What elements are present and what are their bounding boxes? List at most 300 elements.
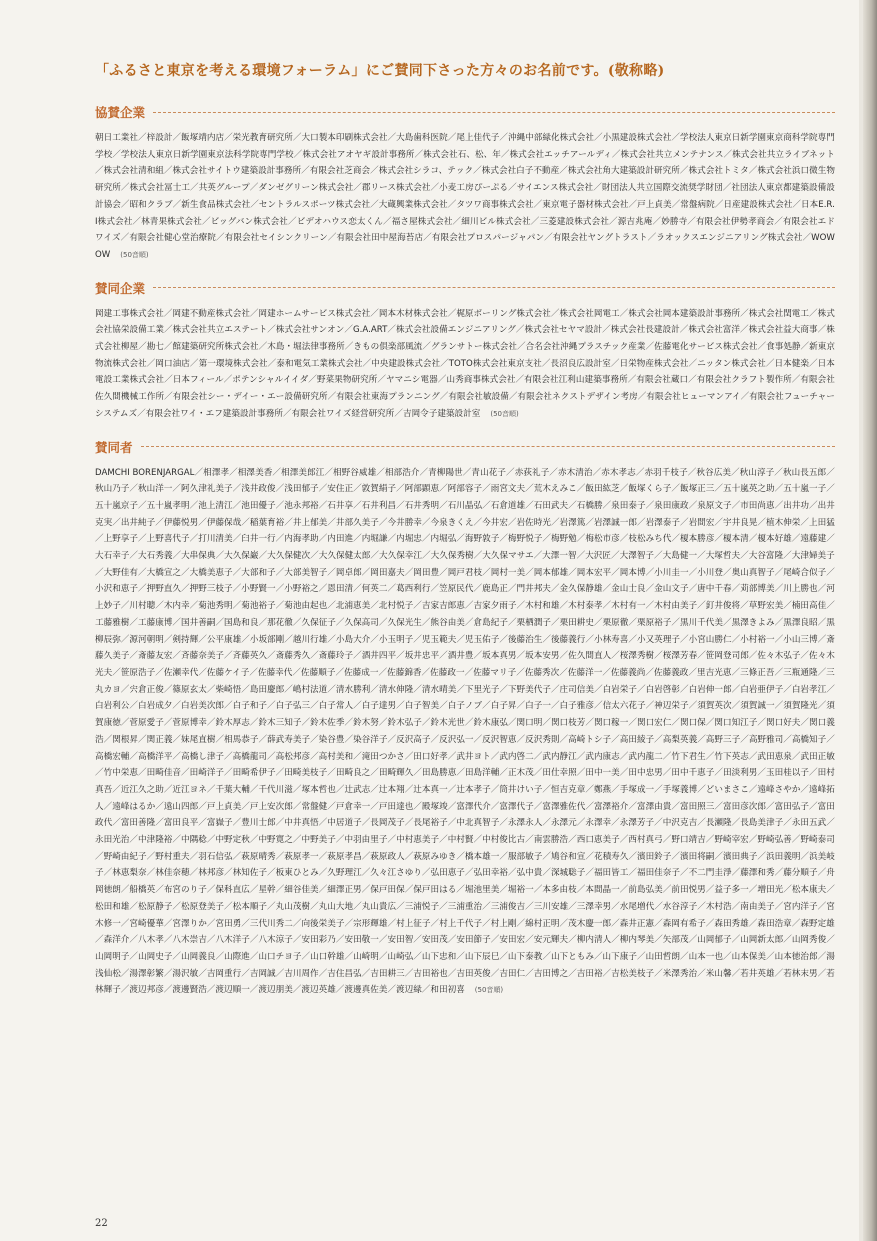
- name-entry: 白子ノブ: [447, 701, 483, 712]
- separator: ／: [826, 534, 835, 545]
- separator: ／: [95, 935, 104, 946]
- name-entry: 株式会社白子不動産: [481, 166, 560, 177]
- separator: ／: [714, 484, 723, 495]
- separator: ／: [163, 985, 173, 996]
- separator: ／: [757, 768, 767, 779]
- separator: ／: [318, 968, 328, 979]
- name-entry: 伊藤悦男: [163, 517, 199, 528]
- separator: ／: [688, 667, 698, 678]
- name-entry: 小村裕一: [740, 634, 775, 645]
- page-title: 「ふるさと東京を考える環境フォーラム」にご賛同下さった方々のお名前です。(敬称略): [95, 63, 665, 79]
- name-entry: 岡卓郎: [335, 567, 362, 578]
- name-entry: 木村浩: [705, 901, 732, 912]
- separator: ／: [791, 375, 801, 386]
- separator: ／: [791, 918, 801, 929]
- separator: ／: [430, 918, 440, 929]
- name-entry: 株式会社トミタ: [688, 166, 749, 177]
- separator: ／: [748, 885, 758, 896]
- name-entry: 熊谷由美: [430, 617, 465, 628]
- name-entry: 永澤元: [550, 818, 577, 829]
- separator: ／: [120, 718, 130, 729]
- separator: ／: [697, 784, 706, 795]
- separator: ／: [310, 551, 319, 562]
- separator: ／: [387, 918, 397, 929]
- name-entry: 遠峰拓人: [95, 784, 835, 812]
- name-entry: 宮田勇: [215, 918, 242, 929]
- name-entry: 岩間宏: [688, 517, 715, 528]
- name-entry: 前島弘美: [628, 885, 663, 896]
- separator: ／: [774, 701, 784, 712]
- name-entry: 後藤義行: [550, 634, 586, 645]
- name-entry: 日本健楽: [774, 358, 810, 369]
- name-entry: 株式会社長建設計: [610, 325, 680, 336]
- separator: ／: [671, 617, 680, 628]
- separator: ／: [817, 667, 827, 678]
- name-entry: 竹下君生: [671, 751, 706, 762]
- separator: ／: [447, 199, 457, 210]
- separator: ／: [722, 951, 732, 962]
- separator: ／: [542, 634, 551, 645]
- separator: ／: [272, 467, 282, 478]
- name-entry: セントラルスポーツ株式会社: [258, 199, 371, 210]
- name-entry: 吉岡重行: [206, 968, 242, 979]
- name-entry: 斎藤秀久: [275, 651, 311, 662]
- name-entry: 上田猛: [809, 517, 835, 528]
- separator: ／: [353, 751, 362, 762]
- separator: ／: [722, 567, 732, 578]
- separator: ／: [396, 484, 405, 495]
- name-entry: 岩澤泰子: [645, 517, 680, 528]
- separator: ／: [387, 325, 396, 336]
- separator: ／: [611, 901, 620, 912]
- separator: ／: [456, 768, 465, 779]
- separator: ／: [378, 935, 388, 946]
- name-entry: 藤分順子: [783, 868, 818, 879]
- separator: ／: [378, 617, 388, 628]
- name-entry: 山岡秀俊: [791, 935, 827, 946]
- name-entry: 大久保秀樹: [430, 551, 474, 562]
- name-entry: 梅松市彦: [585, 534, 620, 545]
- name-entry: 若林輝子: [95, 968, 835, 996]
- separator: ／: [387, 985, 396, 996]
- name-entry: 押野直久: [146, 584, 182, 595]
- name-entry: 昭和クラブ: [129, 199, 173, 210]
- separator: ／: [499, 951, 508, 962]
- separator: ／: [464, 718, 474, 729]
- name-entry: グランサトー株式会社: [430, 342, 518, 353]
- separator: ／: [267, 651, 276, 662]
- separator: ／: [679, 517, 689, 528]
- name-entry: DAMCHI BORENJARGAL: [95, 467, 195, 478]
- name-entry: 株式会社清和組: [103, 166, 164, 177]
- separator: ／: [731, 701, 741, 712]
- separator: ／: [533, 885, 543, 896]
- name-entry: 山下辰巳: [464, 951, 500, 962]
- separator: ／: [353, 500, 362, 511]
- separator: ／: [206, 684, 216, 695]
- name-entry: 竹中栄恵: [103, 768, 139, 779]
- name-entry: 田村真吾: [95, 768, 835, 795]
- name-entry: 常盤病院: [680, 199, 715, 210]
- name-entry: 浜美岐子: [95, 851, 835, 879]
- separator: ／: [189, 500, 199, 511]
- name-entry: 尾上佳代子: [456, 133, 500, 143]
- name-entry: どいまさこ: [705, 784, 749, 795]
- separator: ／: [249, 183, 259, 194]
- name-entry: 大橋宣之: [146, 567, 182, 578]
- name-entry: 福田佳奈子: [636, 868, 680, 879]
- separator: ／: [679, 684, 689, 695]
- name-entry: 山岡史子: [138, 951, 173, 962]
- name-entry: 渡辺英雄: [301, 985, 336, 996]
- name-entry: 酒井四平: [361, 651, 397, 662]
- separator: ／: [541, 358, 551, 369]
- name-entry: 林知佐子: [232, 868, 268, 879]
- name-entry: 黒澤きよみ: [731, 617, 775, 628]
- separator: ／: [370, 308, 379, 319]
- separator: ／: [267, 358, 277, 369]
- name-entry: 西村真弓: [628, 835, 663, 846]
- separator: ／: [318, 885, 328, 896]
- name-entry: 山際進: [224, 951, 250, 962]
- name-entry: 岩澤誠一郎: [593, 517, 637, 528]
- separator: ／: [396, 701, 405, 712]
- separator: ／: [774, 634, 784, 645]
- separator: ／: [628, 199, 638, 210]
- name-entry: 中沢克吉: [662, 818, 698, 829]
- separator: ／: [619, 885, 629, 896]
- separator: ／: [645, 567, 655, 578]
- order-note: (50音順): [490, 409, 519, 418]
- separator: ／: [473, 835, 483, 846]
- name-entry: 堀池里美: [464, 885, 500, 896]
- separator: ／: [232, 484, 242, 495]
- name-entry: 白子常人: [318, 701, 354, 712]
- name-entry: 富田彦次郎: [723, 801, 766, 812]
- name-entry: 高田綾子: [619, 734, 655, 745]
- separator: ／: [473, 551, 483, 562]
- name-entry: 株式会社設備エンジニアリング: [395, 325, 516, 336]
- name-entry: 浅井政俊: [241, 484, 276, 495]
- name-entry: 鄭燕: [593, 784, 612, 795]
- separator: ／: [258, 734, 268, 745]
- name-entry: 大澤智子: [619, 551, 655, 562]
- separator: ／: [120, 918, 130, 929]
- separator: ／: [568, 901, 577, 912]
- separator: ／: [241, 801, 250, 812]
- name-entry: 湯沢敏: [172, 968, 199, 979]
- separator: ／: [324, 467, 333, 478]
- name-entry: 三丸カヨ: [95, 667, 835, 695]
- separator: ／: [198, 801, 207, 812]
- name-entry: 富田良平: [163, 818, 199, 829]
- name-entry: 株式会社益大商事: [748, 325, 818, 336]
- section-divider: [153, 112, 835, 113]
- name-entry: 石井秀明: [404, 500, 440, 511]
- separator: ／: [232, 567, 242, 578]
- separator: ／: [679, 868, 689, 879]
- separator: ／: [421, 985, 431, 996]
- separator: ／: [774, 868, 784, 879]
- name-entry: 佐久間直人: [568, 651, 612, 662]
- separator: ／: [542, 851, 551, 862]
- separator: ／: [232, 818, 242, 829]
- separator: ／: [383, 216, 392, 227]
- name-entry: 清水伸隆: [378, 684, 414, 695]
- name-entry: 関根昇: [112, 734, 139, 745]
- separator: ／: [189, 601, 199, 612]
- separator: ／: [138, 342, 147, 353]
- separator: ／: [817, 701, 827, 712]
- name-entry: 山崎弘: [387, 951, 414, 962]
- name-entry: G.A.ART: [353, 325, 388, 336]
- name-entry: 鈴木弘子: [387, 718, 422, 729]
- name-entry: 遠峰はるか: [112, 801, 156, 812]
- separator: ／: [559, 667, 568, 678]
- section-title: [95, 437, 835, 457]
- separator: ／: [826, 684, 835, 695]
- name-entry: 木島・堀法律事務所: [267, 342, 345, 353]
- name-entry: 村上剛: [490, 918, 517, 929]
- separator: ／: [292, 935, 302, 946]
- separator: ／: [275, 818, 285, 829]
- name-entry: 大沢匠: [585, 551, 612, 562]
- name-entry: 大部美智子: [284, 567, 328, 578]
- name-entry: 山本保美: [731, 951, 766, 962]
- separator: ／: [791, 835, 801, 846]
- name-entry: 中村俊比古: [482, 835, 526, 846]
- separator: ／: [172, 734, 182, 745]
- name-entry: 佐藤ケイ子: [206, 667, 250, 678]
- separator: ／: [602, 968, 612, 979]
- separator: ／: [757, 342, 767, 353]
- name-entry: 茂木慶一郎: [568, 918, 612, 929]
- separator: ／: [516, 601, 526, 612]
- separator: ／: [508, 183, 517, 194]
- separator: ／: [267, 701, 276, 712]
- separator: ／: [550, 308, 560, 319]
- name-entry: 剣持輝: [172, 634, 199, 645]
- name-entry: 武内啓二: [499, 751, 534, 762]
- name-entry: 服部敏子: [507, 851, 543, 862]
- separator: ／: [507, 868, 517, 879]
- name-entry: 株式会社共立ライブネット: [732, 149, 835, 160]
- separator: ／: [413, 951, 422, 962]
- name-entry: 宮澤りか: [172, 918, 207, 929]
- separator: ／: [310, 701, 319, 712]
- separator: ／: [611, 734, 620, 745]
- separator: ／: [275, 534, 285, 545]
- name-entry: 滝田つかさ: [361, 751, 405, 762]
- name-entry: 白子達男: [361, 701, 397, 712]
- name-entry: 有限会社健心堂治療院: [129, 233, 216, 244]
- separator: ／: [344, 951, 354, 962]
- name-entry: 丸山大地: [318, 901, 354, 912]
- name-entry: 野菜果物研究所: [316, 375, 378, 386]
- separator: ／: [129, 551, 139, 562]
- name-entry: 三澤幸男: [576, 901, 612, 912]
- separator: ／: [308, 375, 317, 386]
- name-entry: 白子雅彦: [559, 701, 594, 712]
- name-entry: 株式会社閏電工: [748, 308, 810, 319]
- separator: ／: [619, 534, 629, 545]
- name-entry: 白子弘三: [275, 701, 311, 712]
- name-entry: 中居道子: [327, 818, 362, 829]
- separator: ／: [593, 951, 603, 962]
- name-entry: 高橋宏輔: [95, 751, 130, 762]
- separator: ／: [275, 484, 285, 495]
- name-entry: 反沢秀則: [525, 734, 560, 745]
- name-entry: 岡田豊: [413, 567, 440, 578]
- name-entry: 戸上貞美: [206, 801, 242, 812]
- name-entry: 有限会社東海プランニング: [336, 392, 440, 403]
- separator: ／: [809, 358, 818, 369]
- separator: ／: [516, 651, 526, 662]
- separator: ／: [172, 551, 182, 562]
- name-entry: 何英二: [361, 584, 388, 595]
- name-entry: 社団法人東京都建築設備設計協会: [95, 183, 835, 210]
- name-entry: 福田皆工: [593, 868, 629, 879]
- name-entry: 石井利昌: [361, 500, 397, 511]
- separator: ／: [370, 784, 379, 795]
- name-entry: 秋谷広美: [696, 467, 732, 478]
- name-entry: 小島大介: [335, 634, 371, 645]
- separator: ／: [112, 818, 121, 829]
- separator: ／: [585, 801, 594, 812]
- separator: ／: [95, 768, 104, 779]
- separator: ／: [370, 199, 379, 210]
- name-entry: 富嶽子: [206, 818, 233, 829]
- name-entry: 高村美和: [318, 751, 354, 762]
- name-entry: 池田優子: [241, 500, 276, 511]
- name-entry: 庄司信美: [559, 684, 594, 695]
- name-entry: 栗田耕史: [559, 617, 594, 628]
- name-entry: 小野裕之: [284, 584, 319, 595]
- name-entry: 木村泰孝: [568, 601, 603, 612]
- separator: ／: [241, 968, 250, 979]
- separator: ／: [189, 868, 199, 879]
- name-entry: 大久保巌: [224, 551, 259, 562]
- separator: ／: [206, 918, 216, 929]
- separator: ／: [138, 534, 147, 545]
- name-entry: 富澤雅佐代: [542, 801, 586, 812]
- separator: ／: [679, 634, 689, 645]
- separator: ／: [482, 901, 491, 912]
- name-entry: 富田弘子: [774, 801, 810, 812]
- separator: ／: [662, 768, 672, 779]
- separator: ／: [249, 951, 259, 962]
- name-entry: 高梨英義: [662, 734, 698, 745]
- separator: ／: [490, 801, 500, 812]
- name-entry: 木村和雄: [525, 601, 560, 612]
- separator: ／: [301, 951, 311, 962]
- name-entry: 菊池秀明: [198, 601, 233, 612]
- separator: ／: [370, 551, 379, 562]
- separator: ／: [414, 149, 424, 160]
- name-entry: 高松邦彦: [275, 751, 311, 762]
- separator: ／: [817, 951, 827, 962]
- separator: ／: [490, 751, 500, 762]
- separator: ／: [249, 308, 259, 319]
- name-entry: 細川ビル株式会社: [461, 216, 531, 227]
- name-entry: 田畸輝久: [378, 768, 414, 779]
- separator: ／: [525, 901, 534, 912]
- separator: ／: [129, 617, 139, 628]
- name-entry: 今泉きくえ: [430, 517, 474, 528]
- separator: ／: [224, 751, 233, 762]
- name-entry: 那花徹: [267, 617, 293, 628]
- separator: ／: [310, 734, 319, 745]
- name-entry: 新生食品株式会社: [181, 199, 251, 210]
- separator: ／: [697, 601, 706, 612]
- name-entry: 久保征子: [301, 617, 336, 628]
- name-entry: 鈴木光世: [430, 718, 465, 729]
- separator: ／: [215, 617, 225, 628]
- name-entry: 永田五武: [791, 818, 827, 829]
- name-entry: 相野谷威雄: [332, 467, 377, 478]
- separator: ／: [525, 500, 534, 511]
- name-entry: 不二門圭淨: [688, 868, 732, 879]
- name-entry: 岡建ホームサービス株式会社: [258, 308, 371, 319]
- separator: ／: [215, 233, 225, 244]
- name-entry: 長岡茂子: [370, 818, 405, 829]
- name-entry: 榎本好雄: [757, 534, 792, 545]
- name-entry: ラオックスエンジニアリング株式会社: [656, 233, 803, 244]
- name-entry: ニッタン株式会社: [697, 358, 766, 369]
- name-entry: 泰和電気工業株式会社: [276, 358, 363, 369]
- separator: ／: [275, 768, 285, 779]
- separator: ／: [542, 718, 551, 729]
- separator: ／: [525, 935, 534, 946]
- name-entry: 佐藤幸代: [257, 667, 293, 678]
- separator: ／: [327, 233, 337, 244]
- separator: ／: [129, 751, 139, 762]
- separator: ／: [593, 684, 603, 695]
- separator: ／: [430, 584, 440, 595]
- name-entry: 秋山乃子: [95, 484, 130, 495]
- name-entry: 恒吉克章: [550, 784, 586, 795]
- separator: ／: [568, 500, 577, 511]
- separator: ／: [654, 918, 663, 929]
- name-entry: 田仕幸照: [542, 768, 577, 779]
- separator: ／: [146, 868, 156, 879]
- separator: ／: [817, 901, 827, 912]
- separator: ／: [499, 768, 508, 779]
- separator: ／: [585, 718, 594, 729]
- separator: ／: [774, 617, 784, 628]
- name-entry: 田畸佳音: [146, 768, 182, 779]
- name-entry: 笠原民代: [439, 584, 474, 595]
- separator: ／: [530, 216, 540, 227]
- name-entry: 稲葉育裕: [249, 517, 285, 528]
- name-entry: 黒川千代美: [680, 617, 723, 628]
- separator: ／: [688, 701, 698, 712]
- separator: ／: [654, 784, 663, 795]
- separator: ／: [95, 851, 104, 862]
- name-entry: 反沢智恵: [482, 734, 517, 745]
- separator: ／: [705, 718, 715, 729]
- separator: ／: [542, 818, 551, 829]
- separator: ／: [292, 985, 302, 996]
- separator: ／: [249, 718, 259, 729]
- separator: ／: [292, 133, 302, 143]
- separator: ／: [610, 358, 620, 369]
- name-entry: 野崎弘善: [757, 835, 792, 846]
- name-entry: 清水晴美: [421, 684, 457, 695]
- separator: ／: [422, 551, 431, 562]
- separator: ／: [774, 467, 783, 478]
- separator: ／: [370, 768, 379, 779]
